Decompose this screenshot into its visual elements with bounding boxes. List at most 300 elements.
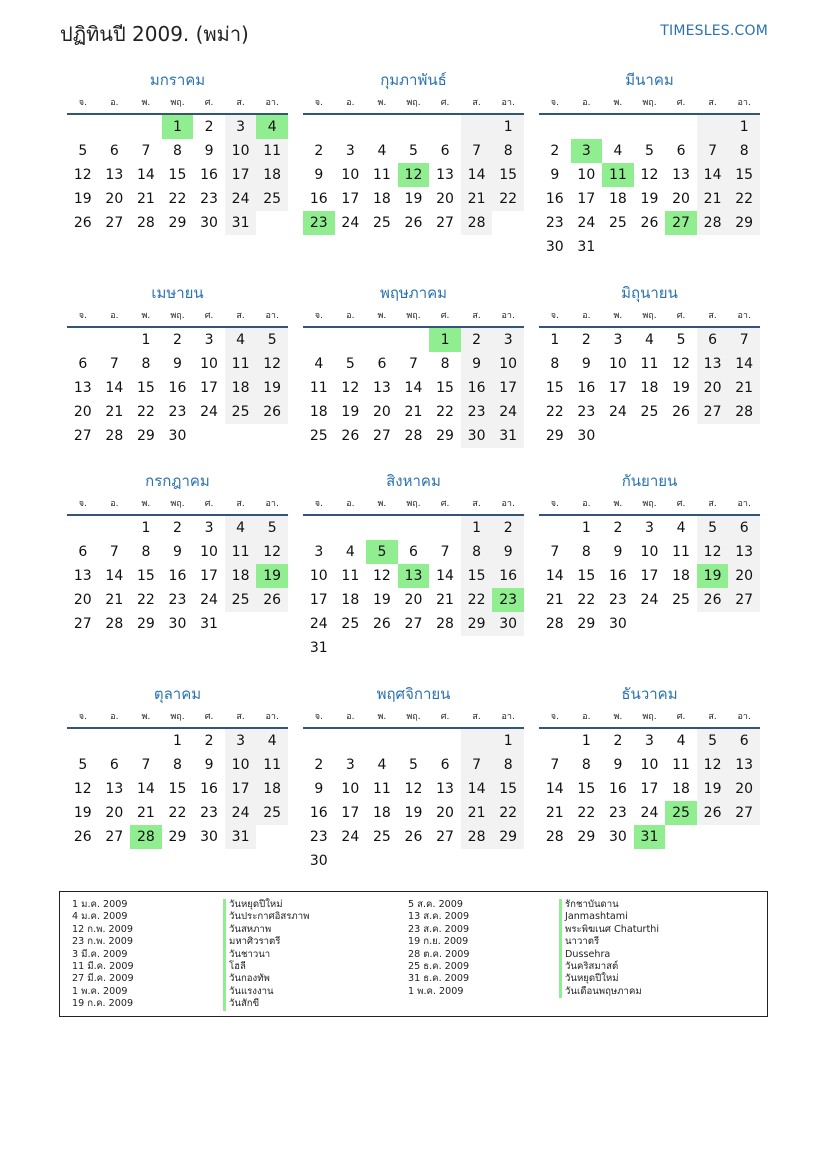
day-cell[interactable]: 28 (136, 215, 155, 231)
day-cell[interactable]: 26 (256, 588, 288, 612)
day-cell[interactable]: 27 (436, 829, 454, 845)
day-cell[interactable]: 12 (398, 163, 430, 187)
day-cell[interactable]: 16 (577, 380, 596, 396)
day-cell[interactable]: 6 (728, 729, 760, 753)
day-cell[interactable]: 6 (676, 143, 686, 159)
day-cell[interactable]: 28 (545, 829, 564, 845)
day-cell[interactable]: 8 (461, 540, 493, 564)
day-cell[interactable]: 4 (645, 332, 654, 348)
day-cell[interactable]: 15 (168, 781, 187, 797)
day-cell[interactable]: 1 (550, 332, 560, 348)
day-cell[interactable]: 31 (634, 825, 666, 849)
day-cell[interactable]: 13 (372, 380, 391, 396)
day-cell[interactable]: 10 (640, 757, 659, 773)
day-cell[interactable]: 10 (200, 544, 218, 560)
day-cell[interactable]: 24 (200, 404, 218, 420)
day-cell[interactable]: 21 (136, 805, 155, 821)
day-cell[interactable]: 28 (436, 616, 454, 632)
day-cell[interactable]: 14 (697, 163, 729, 187)
day-cell[interactable]: 11 (372, 167, 391, 183)
day-cell[interactable]: 8 (728, 139, 760, 163)
day-cell[interactable]: 14 (461, 163, 493, 187)
day-cell[interactable]: 4 (314, 356, 324, 372)
day-cell[interactable]: 31 (492, 424, 524, 448)
day-cell[interactable]: 18 (672, 781, 690, 797)
day-cell[interactable]: 3 (345, 143, 355, 159)
day-cell[interactable]: 12 (341, 380, 360, 396)
day-cell[interactable]: 5 (676, 332, 686, 348)
day-cell[interactable]: 10 (341, 167, 360, 183)
day-cell[interactable]: 3 (314, 544, 324, 560)
day-cell[interactable]: 24 (200, 592, 218, 608)
day-cell[interactable]: 25 (225, 588, 257, 612)
day-cell[interactable]: 13 (73, 568, 92, 584)
day-cell[interactable]: 24 (341, 215, 360, 231)
day-cell[interactable]: 28 (728, 400, 760, 424)
day-cell[interactable]: 6 (409, 544, 418, 560)
day-cell[interactable]: 18 (309, 404, 328, 420)
day-cell[interactable]: 22 (577, 592, 596, 608)
day-cell[interactable]: 23 (492, 588, 524, 612)
day-cell[interactable]: 19 (672, 380, 690, 396)
day-cell[interactable]: 7 (461, 139, 493, 163)
day-cell[interactable]: 19 (73, 805, 92, 821)
day-cell[interactable]: 20 (672, 191, 690, 207)
day-cell[interactable]: 12 (404, 781, 423, 797)
day-cell[interactable]: 23 (168, 592, 187, 608)
day-cell[interactable]: 17 (640, 568, 659, 584)
day-cell[interactable]: 23 (200, 191, 218, 207)
day-cell[interactable]: 20 (728, 777, 760, 801)
day-cell[interactable]: 23 (168, 404, 187, 420)
day-cell[interactable]: 6 (728, 516, 760, 540)
day-cell[interactable]: 2 (492, 516, 524, 540)
day-cell[interactable]: 9 (314, 167, 324, 183)
day-cell[interactable]: 20 (436, 191, 454, 207)
day-cell[interactable]: 12 (640, 167, 659, 183)
day-cell[interactable]: 25 (341, 616, 360, 632)
day-cell[interactable]: 16 (608, 568, 627, 584)
day-cell[interactable]: 17 (309, 592, 328, 608)
day-cell[interactable]: 13 (105, 781, 124, 797)
day-cell[interactable]: 21 (697, 187, 729, 211)
day-cell[interactable]: 26 (640, 215, 659, 231)
day-cell[interactable]: 17 (200, 568, 218, 584)
day-cell[interactable]: 8 (141, 544, 151, 560)
day-cell[interactable]: 25 (225, 400, 257, 424)
day-cell[interactable]: 19 (341, 404, 360, 420)
day-cell[interactable]: 18 (640, 380, 659, 396)
day-cell[interactable]: 8 (550, 356, 560, 372)
day-cell[interactable]: 31 (309, 640, 328, 656)
day-cell[interactable]: 11 (256, 139, 288, 163)
day-cell[interactable]: 19 (404, 805, 423, 821)
day-cell[interactable]: 14 (136, 167, 155, 183)
day-cell[interactable]: 19 (640, 191, 659, 207)
day-cell[interactable]: 21 (436, 592, 454, 608)
day-cell[interactable]: 4 (676, 520, 686, 536)
day-cell[interactable]: 3 (345, 757, 355, 773)
day-cell[interactable]: 16 (309, 805, 328, 821)
day-cell[interactable]: 3 (204, 332, 214, 348)
day-cell[interactable]: 29 (168, 215, 187, 231)
day-cell[interactable]: 25 (372, 215, 391, 231)
day-cell[interactable]: 3 (225, 115, 257, 139)
day-cell[interactable]: 24 (309, 616, 328, 632)
day-cell[interactable]: 9 (550, 167, 560, 183)
day-cell[interactable]: 24 (577, 215, 596, 231)
day-cell[interactable]: 8 (440, 356, 450, 372)
day-cell[interactable]: 2 (173, 332, 182, 348)
day-cell[interactable]: 25 (608, 215, 627, 231)
day-cell[interactable]: 22 (168, 191, 187, 207)
day-cell[interactable]: 18 (225, 564, 257, 588)
day-cell[interactable]: 21 (728, 376, 760, 400)
day-cell[interactable]: 28 (461, 211, 493, 235)
day-cell[interactable]: 21 (545, 805, 564, 821)
day-cell[interactable]: 18 (608, 191, 627, 207)
day-cell[interactable]: 1 (492, 729, 524, 753)
day-cell[interactable]: 2 (581, 332, 591, 348)
day-cell[interactable]: 30 (200, 829, 218, 845)
day-cell[interactable]: 27 (73, 428, 92, 444)
day-cell[interactable]: 19 (697, 564, 729, 588)
day-cell[interactable]: 29 (492, 825, 524, 849)
day-cell[interactable]: 12 (256, 540, 288, 564)
day-cell[interactable]: 10 (577, 167, 596, 183)
day-cell[interactable]: 8 (173, 143, 182, 159)
day-cell[interactable]: 5 (697, 729, 729, 753)
day-cell[interactable]: 30 (608, 616, 627, 632)
day-cell[interactable]: 16 (200, 167, 218, 183)
day-cell[interactable]: 31 (577, 239, 596, 255)
day-cell[interactable]: 5 (78, 143, 88, 159)
day-cell[interactable]: 20 (436, 805, 454, 821)
day-cell[interactable]: 13 (105, 167, 124, 183)
day-cell[interactable]: 14 (436, 568, 454, 584)
day-cell[interactable]: 29 (136, 428, 155, 444)
day-cell[interactable]: 13 (728, 753, 760, 777)
day-cell[interactable]: 14 (461, 777, 493, 801)
day-cell[interactable]: 17 (200, 380, 218, 396)
day-cell[interactable]: 6 (440, 143, 450, 159)
day-cell[interactable]: 20 (404, 592, 423, 608)
day-cell[interactable]: 16 (461, 376, 493, 400)
day-cell[interactable]: 24 (640, 805, 659, 821)
day-cell[interactable]: 1 (728, 115, 760, 139)
day-cell[interactable]: 14 (136, 781, 155, 797)
day-cell[interactable]: 21 (545, 592, 564, 608)
day-cell[interactable]: 20 (105, 191, 124, 207)
day-cell[interactable]: 5 (645, 143, 654, 159)
day-cell[interactable]: 4 (345, 544, 355, 560)
day-cell[interactable]: 29 (168, 829, 187, 845)
day-cell[interactable]: 9 (492, 540, 524, 564)
day-cell[interactable]: 28 (130, 825, 162, 849)
day-cell[interactable]: 11 (225, 352, 257, 376)
day-cell[interactable]: 10 (225, 753, 257, 777)
day-cell[interactable]: 14 (105, 568, 124, 584)
day-cell[interactable]: 1 (141, 520, 151, 536)
day-cell[interactable]: 23 (200, 805, 218, 821)
day-cell[interactable]: 2 (461, 328, 493, 352)
day-cell[interactable]: 26 (404, 829, 423, 845)
day-cell[interactable]: 14 (545, 781, 564, 797)
day-cell[interactable]: 25 (672, 592, 690, 608)
day-cell[interactable]: 23 (461, 400, 493, 424)
day-cell[interactable]: 23 (577, 404, 596, 420)
day-cell[interactable]: 24 (608, 404, 627, 420)
day-cell[interactable]: 26 (341, 428, 360, 444)
day-cell[interactable]: 24 (341, 829, 360, 845)
day-cell[interactable]: 14 (404, 380, 423, 396)
day-cell[interactable]: 18 (341, 592, 360, 608)
day-cell[interactable]: 21 (136, 191, 155, 207)
day-cell[interactable]: 10 (492, 352, 524, 376)
day-cell[interactable]: 14 (728, 352, 760, 376)
day-cell[interactable]: 19 (73, 191, 92, 207)
day-cell[interactable]: 30 (608, 829, 627, 845)
day-cell[interactable]: 4 (256, 115, 288, 139)
day-cell[interactable]: 30 (545, 239, 564, 255)
day-cell[interactable]: 13 (728, 540, 760, 564)
day-cell[interactable]: 29 (436, 428, 454, 444)
day-cell[interactable]: 2 (613, 520, 623, 536)
day-cell[interactable]: 10 (200, 356, 218, 372)
day-cell[interactable]: 9 (581, 356, 591, 372)
day-cell[interactable]: 3 (492, 328, 524, 352)
day-cell[interactable]: 26 (672, 404, 690, 420)
day-cell[interactable]: 30 (309, 853, 328, 869)
day-cell[interactable]: 18 (256, 777, 288, 801)
day-cell[interactable]: 7 (141, 143, 151, 159)
day-cell[interactable]: 29 (728, 211, 760, 235)
day-cell[interactable]: 18 (372, 191, 391, 207)
day-cell[interactable]: 4 (377, 757, 387, 773)
day-cell[interactable]: 1 (162, 115, 194, 139)
day-cell[interactable]: 28 (105, 428, 124, 444)
day-cell[interactable]: 23 (608, 592, 627, 608)
day-cell[interactable]: 26 (73, 215, 92, 231)
day-cell[interactable]: 4 (676, 733, 686, 749)
day-cell[interactable]: 4 (256, 729, 288, 753)
day-cell[interactable]: 28 (545, 616, 564, 632)
day-cell[interactable]: 2 (314, 143, 324, 159)
day-cell[interactable]: 30 (168, 616, 187, 632)
day-cell[interactable]: 5 (78, 757, 88, 773)
day-cell[interactable]: 26 (697, 588, 729, 612)
day-cell[interactable]: 22 (492, 187, 524, 211)
day-cell[interactable]: 21 (105, 404, 124, 420)
day-cell[interactable]: 15 (577, 568, 596, 584)
day-cell[interactable]: 16 (200, 781, 218, 797)
day-cell[interactable]: 10 (341, 781, 360, 797)
day-cell[interactable]: 10 (608, 356, 627, 372)
day-cell[interactable]: 26 (404, 215, 423, 231)
day-cell[interactable]: 29 (136, 616, 155, 632)
day-cell[interactable]: 22 (436, 404, 454, 420)
day-cell[interactable]: 2 (613, 733, 623, 749)
day-cell[interactable]: 13 (697, 352, 729, 376)
day-cell[interactable]: 27 (73, 616, 92, 632)
day-cell[interactable]: 5 (345, 356, 355, 372)
brand-logo-text[interactable]: TIMESLES.COM (660, 23, 768, 39)
day-cell[interactable]: 1 (492, 115, 524, 139)
day-cell[interactable]: 16 (309, 191, 328, 207)
day-cell[interactable]: 20 (372, 404, 391, 420)
day-cell[interactable]: 11 (225, 540, 257, 564)
day-cell[interactable]: 2 (204, 119, 214, 135)
day-cell[interactable]: 5 (409, 143, 418, 159)
day-cell[interactable]: 7 (550, 757, 560, 773)
day-cell[interactable]: 15 (577, 781, 596, 797)
day-cell[interactable]: 7 (109, 544, 119, 560)
day-cell[interactable]: 10 (640, 544, 659, 560)
day-cell[interactable]: 6 (440, 757, 450, 773)
day-cell[interactable]: 12 (73, 167, 92, 183)
day-cell[interactable]: 1 (173, 733, 182, 749)
day-cell[interactable]: 13 (436, 167, 454, 183)
day-cell[interactable]: 27 (436, 215, 454, 231)
day-cell[interactable]: 8 (581, 544, 591, 560)
day-cell[interactable]: 6 (78, 544, 88, 560)
day-cell[interactable]: 25 (372, 829, 391, 845)
day-cell[interactable]: 9 (314, 781, 324, 797)
day-cell[interactable]: 18 (256, 163, 288, 187)
day-cell[interactable]: 17 (341, 805, 360, 821)
day-cell[interactable]: 29 (577, 829, 596, 845)
day-cell[interactable]: 1 (461, 516, 493, 540)
day-cell[interactable]: 14 (545, 568, 564, 584)
day-cell[interactable]: 15 (168, 167, 187, 183)
day-cell[interactable]: 26 (256, 400, 288, 424)
day-cell[interactable]: 9 (173, 544, 182, 560)
day-cell[interactable]: 17 (341, 191, 360, 207)
day-cell[interactable]: 20 (697, 376, 729, 400)
day-cell[interactable]: 13 (436, 781, 454, 797)
day-cell[interactable]: 22 (168, 805, 187, 821)
day-cell[interactable]: 15 (492, 777, 524, 801)
day-cell[interactable]: 28 (461, 825, 493, 849)
day-cell[interactable]: 16 (608, 781, 627, 797)
day-cell[interactable]: 25 (640, 404, 659, 420)
day-cell[interactable]: 28 (105, 616, 124, 632)
day-cell[interactable]: 1 (581, 520, 591, 536)
day-cell[interactable]: 23 (545, 215, 564, 231)
day-cell[interactable]: 6 (109, 757, 119, 773)
day-cell[interactable]: 13 (398, 564, 430, 588)
day-cell[interactable]: 1 (581, 733, 591, 749)
day-cell[interactable]: 10 (225, 139, 257, 163)
day-cell[interactable]: 18 (372, 805, 391, 821)
day-cell[interactable]: 24 (640, 592, 659, 608)
day-cell[interactable]: 25 (256, 187, 288, 211)
day-cell[interactable]: 22 (577, 805, 596, 821)
day-cell[interactable]: 11 (602, 163, 634, 187)
day-cell[interactable]: 19 (372, 592, 391, 608)
day-cell[interactable]: 3 (645, 733, 654, 749)
day-cell[interactable]: 10 (309, 568, 328, 584)
day-cell[interactable]: 11 (672, 544, 690, 560)
day-cell[interactable]: 6 (377, 356, 387, 372)
day-cell[interactable]: 24 (225, 801, 257, 825)
day-cell[interactable]: 5 (409, 757, 418, 773)
day-cell[interactable]: 21 (461, 801, 493, 825)
day-cell[interactable]: 17 (640, 781, 659, 797)
day-cell[interactable]: 13 (672, 167, 690, 183)
day-cell[interactable]: 20 (728, 564, 760, 588)
day-cell[interactable]: 15 (136, 568, 155, 584)
day-cell[interactable]: 8 (173, 757, 182, 773)
day-cell[interactable]: 31 (225, 825, 257, 849)
day-cell[interactable]: 15 (461, 564, 493, 588)
day-cell[interactable]: 3 (204, 520, 214, 536)
day-cell[interactable]: 9 (173, 356, 182, 372)
day-cell[interactable]: 21 (404, 404, 423, 420)
day-cell[interactable]: 9 (613, 544, 623, 560)
day-cell[interactable]: 5 (256, 328, 288, 352)
day-cell[interactable]: 29 (577, 616, 596, 632)
day-cell[interactable]: 11 (309, 380, 328, 396)
day-cell[interactable]: 30 (461, 424, 493, 448)
day-cell[interactable]: 20 (73, 592, 92, 608)
day-cell[interactable]: 27 (728, 801, 760, 825)
day-cell[interactable]: 22 (492, 801, 524, 825)
day-cell[interactable]: 1 (429, 328, 461, 352)
day-cell[interactable]: 7 (109, 356, 119, 372)
day-cell[interactable]: 22 (136, 592, 155, 608)
day-cell[interactable]: 18 (672, 568, 690, 584)
day-cell[interactable]: 12 (672, 356, 690, 372)
day-cell[interactable]: 11 (672, 757, 690, 773)
day-cell[interactable]: 22 (461, 588, 493, 612)
day-cell[interactable]: 3 (645, 520, 654, 536)
day-cell[interactable]: 17 (608, 380, 627, 396)
day-cell[interactable]: 31 (225, 211, 257, 235)
day-cell[interactable]: 27 (728, 588, 760, 612)
day-cell[interactable]: 5 (256, 516, 288, 540)
day-cell[interactable]: 9 (613, 757, 623, 773)
day-cell[interactable]: 1 (141, 332, 151, 348)
day-cell[interactable]: 8 (492, 753, 524, 777)
day-cell[interactable]: 16 (545, 191, 564, 207)
day-cell[interactable]: 15 (728, 163, 760, 187)
day-cell[interactable]: 11 (640, 356, 659, 372)
day-cell[interactable]: 30 (577, 428, 596, 444)
day-cell[interactable]: 12 (256, 352, 288, 376)
day-cell[interactable]: 29 (545, 428, 564, 444)
day-cell[interactable]: 20 (105, 805, 124, 821)
day-cell[interactable]: 9 (204, 143, 214, 159)
day-cell[interactable]: 14 (105, 380, 124, 396)
day-cell[interactable]: 13 (73, 380, 92, 396)
day-cell[interactable]: 4 (377, 143, 387, 159)
day-cell[interactable]: 6 (697, 328, 729, 352)
day-cell[interactable]: 7 (728, 328, 760, 352)
day-cell[interactable]: 28 (697, 211, 729, 235)
day-cell[interactable]: 7 (550, 544, 560, 560)
day-cell[interactable]: 15 (436, 380, 454, 396)
day-cell[interactable]: 15 (136, 380, 155, 396)
day-cell[interactable]: 2 (314, 757, 324, 773)
day-cell[interactable]: 6 (109, 143, 119, 159)
day-cell[interactable]: 16 (168, 568, 187, 584)
day-cell[interactable]: 30 (168, 428, 187, 444)
day-cell[interactable]: 19 (404, 191, 423, 207)
day-cell[interactable]: 11 (341, 568, 360, 584)
day-cell[interactable]: 18 (225, 376, 257, 400)
day-cell[interactable]: 7 (461, 753, 493, 777)
